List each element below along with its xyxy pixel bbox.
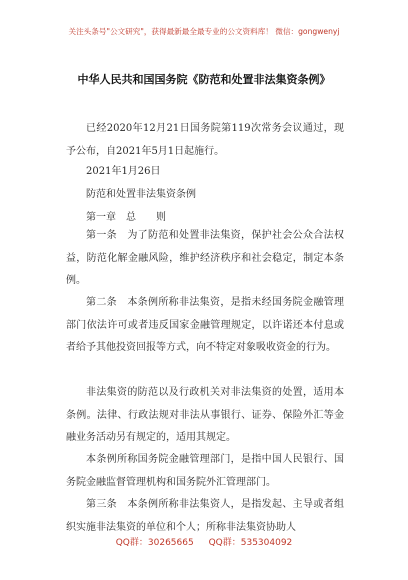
footer-qq-groups (0, 535, 408, 548)
qq-group-1: QQ群：30265665 (115, 538, 194, 548)
article-2-para-2: 非法集资的防范以及行政机关对非法集资的处置，适用本条例。法律、行政法规对非法从事银行、证券、保险外汇等金融业务活动另有规定的，适用其规定。 (66, 387, 344, 443)
article-1: 第一条 为了防范和处置非法集资，保护社会公众合法权益，防范化解金融风险，维护经济秩序和社会稳定，制定本条例。 (66, 230, 344, 286)
qq-group-2: QQ群：535304092 (208, 538, 293, 548)
issue-date: 2021年1月26日 (86, 166, 161, 177)
chapter-heading: 第一章 总 则 (86, 212, 166, 223)
document-title: 中华人民共和国国务院《防范和处置非法集资条例》 (77, 73, 331, 86)
intro-paragraph: 已经2020年12月21日国务院第119次常务会议通过，现予公布，自2021年5月1日起施行。 (66, 123, 344, 157)
regulation-name: 防范和处置非法集资条例 (86, 189, 196, 200)
article-2-para-3: 本条例所称国务院金融管理部门，是指中国人民银行、国务院金融监督管理机构和国务院外汇管理部门。 (66, 454, 344, 488)
header-notice: 关注头条号"公文研究"，获得最新最全最专业的公文资料库！ 微信：gongwenyj (68, 27, 340, 36)
article-2: 第二条 本条例所称非法集资，是指未经国务院金融管理部门依法许可或者违反国家金融管理规定，以许诺还本付息或者给予其他投资回报等方式，向不特定对象吸收资金的行为。 (66, 297, 344, 353)
article-3: 第三条 本条例所称非法集资人，是指发起、主导或者组织实施非法集资的单位和个人；所称非法集资协助人 (66, 499, 344, 533)
